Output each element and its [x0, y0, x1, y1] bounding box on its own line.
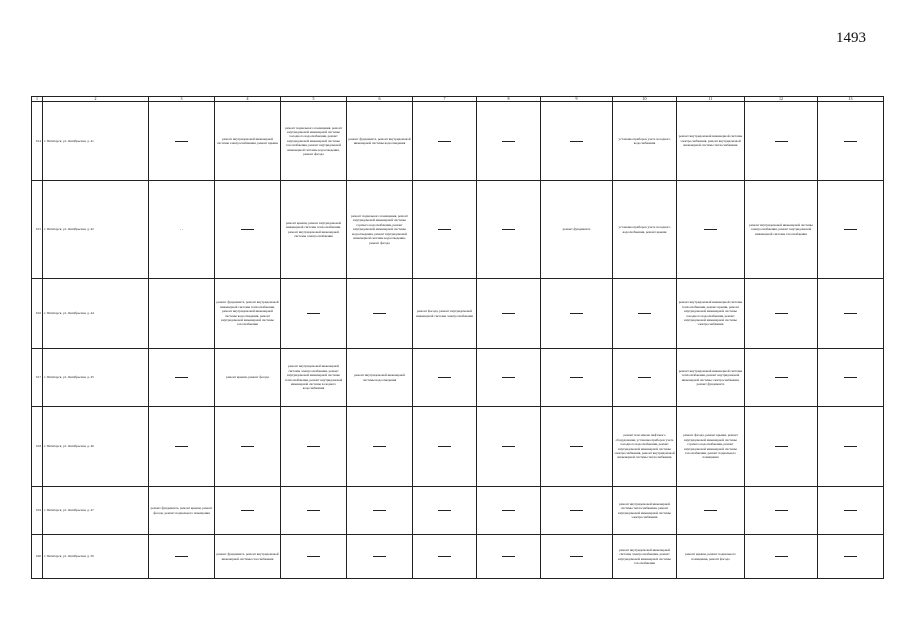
column-number-header: 5 — [281, 97, 347, 102]
dash-cell — [745, 407, 818, 487]
dash-cell — [477, 279, 541, 349]
dash-mark — [307, 446, 320, 447]
work-type-cell: ремонт крыши, ремонт фасада — [215, 349, 281, 407]
dash-mark — [704, 510, 717, 511]
row-number: 619 — [32, 487, 43, 535]
dash-cell — [347, 279, 413, 349]
column-number-header: 12 — [745, 97, 818, 102]
dash-cell — [477, 487, 541, 535]
dash-cell — [541, 487, 613, 535]
dash-mark — [775, 556, 788, 557]
dash-mark — [373, 313, 386, 314]
work-type-cell: ремонт внутридомовой инженерной системы теплоснабжения, ремонт крыши, ремонт внутридомовой инженерной системы холодного водоснабжения, ремонт внутридомовой инженерной системы электроснабжения — [677, 279, 745, 349]
dash-cell — [818, 487, 884, 535]
column-number-header: 4 — [215, 97, 281, 102]
address-cell: г. Пятигорск, ул. Октябрьская, д. 46 — [43, 407, 149, 487]
dash-mark — [638, 313, 651, 314]
work-type-cell: - - — [149, 181, 215, 279]
dash-mark — [175, 446, 188, 447]
dash-cell — [477, 407, 541, 487]
dash-cell — [413, 535, 477, 579]
work-type-cell: установка приборов учета холодного водоснабжения, ремонт крыши — [613, 181, 677, 279]
address-cell: г. Пятигорск, ул. Октябрьская, д. 42 — [43, 181, 149, 279]
work-type-cell: ремонт фасада, ремонт внутридомовой инженерной системы электроснабжения — [413, 279, 477, 349]
dash-mark — [241, 510, 254, 511]
work-type-cell: ремонт фундамента, ремонт крыши, ремонт фасада, ремонт подвального помещения — [149, 487, 215, 535]
dash-cell — [215, 407, 281, 487]
dash-cell — [281, 407, 347, 487]
dash-cell — [818, 349, 884, 407]
dash-cell — [347, 407, 413, 487]
dash-mark — [844, 229, 857, 230]
address-cell: г. Пятигорск, ул. Октябрьская, д. 47 — [43, 487, 149, 535]
work-type-cell: ремонт фундамента — [541, 181, 613, 279]
dash-mark — [175, 377, 188, 378]
dash-mark — [775, 446, 788, 447]
dash-mark — [502, 556, 515, 557]
dash-mark — [438, 141, 451, 142]
dash-mark — [570, 377, 583, 378]
dash-mark — [775, 141, 788, 142]
dash-cell — [413, 407, 477, 487]
dash-mark — [570, 510, 583, 511]
dash-mark — [638, 377, 651, 378]
capital-repair-table — [31, 96, 884, 579]
row-number: 617 — [32, 349, 43, 407]
column-number-header: 13 — [818, 97, 884, 102]
dash-cell — [477, 102, 541, 181]
dash-cell — [818, 407, 884, 487]
dash-mark — [502, 229, 515, 230]
dash-mark — [502, 510, 515, 511]
column-number-header: 3 — [149, 97, 215, 102]
dash-mark — [775, 313, 788, 314]
dash-mark — [844, 556, 857, 557]
column-number-header: 11 — [677, 97, 745, 102]
dash-cell — [745, 102, 818, 181]
dash-cell — [215, 181, 281, 279]
dash-mark — [175, 556, 188, 557]
dash-mark — [373, 556, 386, 557]
dash-mark — [502, 446, 515, 447]
empty-cell — [149, 279, 215, 349]
dash-cell — [215, 487, 281, 535]
row-number: 616 — [32, 279, 43, 349]
dash-mark — [844, 377, 857, 378]
page-number: 1493 — [836, 30, 866, 46]
dash-cell — [745, 349, 818, 407]
dash-cell — [613, 349, 677, 407]
column-number-header: 10 — [613, 97, 677, 102]
address-cell: г. Пятигорск, ул. Октябрьская, д. 44 — [43, 279, 149, 349]
dash-cell — [818, 279, 884, 349]
address-cell: г. Пятигорск, ул. Октябрьская, д. 50 — [43, 535, 149, 579]
work-type-cell: ремонт внутридомовой инженерной системы электроснабжения, ремонт внутридомовой инженерной системы теплоснабжения, ремонт внутридомовой инженерной системы холодного водоснабжения — [281, 349, 347, 407]
dash-mark — [307, 510, 320, 511]
address-cell: г. Пятигорск, ул. Октябрьская, д. 45 — [43, 349, 149, 407]
work-type-cell: ремонт внутридомовой инженерной системы теплоснабжения, ремонт внутридомовой инженерной системы электроснабжения — [613, 487, 677, 535]
row-number: 618 — [32, 407, 43, 487]
dash-mark — [844, 313, 857, 314]
dash-mark — [775, 510, 788, 511]
work-type-cell: ремонт фундамента, ремонт внутридомовой инженерной системы водоотведения — [347, 102, 413, 181]
dash-mark — [570, 141, 583, 142]
dash-cell — [477, 535, 541, 579]
dash-cell — [818, 181, 884, 279]
table-row — [32, 407, 884, 487]
dash-cell — [347, 535, 413, 579]
work-type-cell: ремонт внутридомовой инженерной системы теплоснабжения, ремонт внутридомовой инженерной системы электроснабжения, ремонт фундамента — [677, 349, 745, 407]
dash-cell — [149, 102, 215, 181]
work-type-cell: ремонт внутридомовой инженерной системы электроснабжения, ремонт крыши — [215, 102, 281, 181]
column-number-header: 9 — [541, 97, 613, 102]
dash-cell — [677, 181, 745, 279]
table-row — [32, 279, 884, 349]
dash-mark — [502, 141, 515, 142]
work-type-cell: ремонт внутридомовой инженерной системы водоотведения — [347, 349, 413, 407]
dash-cell — [818, 102, 884, 181]
row-number: 615 — [32, 181, 43, 279]
table-row — [32, 349, 884, 407]
work-type-cell: ремонт подвального помещения, ремонт внутридомовой инженерной системы горячего водоснабжения, ремонт внутридомовой инженерной системы водоотведения, ремонт внутридомовой инженерной системы водоотведения, ремонт фасада — [347, 181, 413, 279]
dash-cell — [477, 349, 541, 407]
dash-mark — [502, 313, 515, 314]
dash-cell — [347, 487, 413, 535]
dash-mark — [241, 229, 254, 230]
dash-cell — [541, 407, 613, 487]
row-number: 620 — [32, 535, 43, 579]
work-type-cell: ремонт подвального помещения, ремонт внутридомовой инженерной системы холодного водоснабжения, ремонт внутридомовой инженерной системы газоснабжения, ремонт внутридомовой инженерной системы водоотведения, ремонт фасада — [281, 102, 347, 181]
dash-cell — [745, 487, 818, 535]
table-row — [32, 487, 884, 535]
column-number-header: 2 — [43, 97, 149, 102]
dash-cell — [149, 535, 215, 579]
work-type-cell: установка приборов учета холодного водоснабжения — [613, 102, 677, 181]
work-type-cell: ремонт или замена лифтового оборудования, установка приборов учета холодного водоснабжения, ремонт внутридомовой инженерной системы электроснабжения, ремонт внутридомовой инженерной системы теплоснабжения — [613, 407, 677, 487]
work-type-cell: ремонт внутридомовой инженерной системы электроснабжения, ремонт внутридомовой инженерной системы теплоснабжения — [677, 102, 745, 181]
column-number-header: 8 — [477, 97, 541, 102]
dash-cell — [413, 102, 477, 181]
dash-cell — [745, 535, 818, 579]
dash-mark — [438, 446, 451, 447]
dash-mark — [775, 377, 788, 378]
dash-mark — [704, 229, 717, 230]
work-type-cell: ремонт крыши, ремонт внутридомовой инженерной системы теплоснабжения, ремонт внутридомовой инженерной системы электроснабжения — [281, 181, 347, 279]
column-number-header: 6 — [347, 97, 413, 102]
dash-mark — [570, 313, 583, 314]
dash-mark — [438, 377, 451, 378]
row-number: 614 — [32, 102, 43, 181]
dash-cell — [541, 102, 613, 181]
dash-cell — [818, 535, 884, 579]
dash-mark — [307, 556, 320, 557]
dash-mark — [438, 556, 451, 557]
work-type-cell: ремонт внутридомовой инженерной системы электроснабжения, ремонт внутридомовой инженерной системы газоснабжения — [745, 181, 818, 279]
table-row — [32, 102, 884, 181]
work-type-cell: ремонт крыши, ремонт подвального помещения, ремонт фасада — [677, 535, 745, 579]
table-row — [32, 181, 884, 279]
work-type-cell: ремонт внутридомовой инженерной системы электроснабжения, ремонт внутридомовой инженерной системы газоснабжения — [613, 535, 677, 579]
dash-cell — [541, 279, 613, 349]
dash-cell — [541, 349, 613, 407]
dash-mark — [438, 510, 451, 511]
dash-cell — [149, 407, 215, 487]
address-cell: г. Пятигорск, ул. Октябрьская, д. 41 — [43, 102, 149, 181]
dash-cell — [413, 487, 477, 535]
dash-cell — [413, 181, 477, 279]
dash-mark — [307, 313, 320, 314]
work-type-cell: ремонт фундамента, ремонт внутридомовой инженерной системы газоснабжения — [215, 535, 281, 579]
dash-cell — [541, 535, 613, 579]
column-number-header: 1 — [32, 97, 43, 102]
dash-mark — [844, 141, 857, 142]
dash-cell — [477, 181, 541, 279]
work-type-cell: ремонт фасада, ремонт крыши, ремонт внутридомовой инженерной системы горячего водоснабжения, ремонт внутридомовой инженерной системы газоснабжения, ремонт подвального помещения — [677, 407, 745, 487]
dash-cell — [745, 279, 818, 349]
work-type-cell: ремонт фундамента, ремонт внутридомовой инженерной системы теплоснабжения, ремонт внутридомовой инженерной системы водоотведения, ремонт внутридомовой инженерной системы газоснабжения — [215, 279, 281, 349]
dash-mark — [438, 229, 451, 230]
dash-cell — [149, 349, 215, 407]
dash-mark — [570, 556, 583, 557]
dash-mark — [502, 377, 515, 378]
dash-cell — [281, 487, 347, 535]
dash-cell — [281, 535, 347, 579]
dash-cell — [413, 349, 477, 407]
dash-mark — [570, 446, 583, 447]
dash-mark — [373, 510, 386, 511]
column-number-header: 7 — [413, 97, 477, 102]
dash-mark — [373, 446, 386, 447]
dash-mark — [844, 510, 857, 511]
dash-cell — [677, 487, 745, 535]
dash-mark — [175, 141, 188, 142]
dash-cell — [281, 279, 347, 349]
dash-mark — [241, 446, 254, 447]
table-row — [32, 535, 884, 579]
dash-cell — [613, 279, 677, 349]
dash-mark — [844, 446, 857, 447]
